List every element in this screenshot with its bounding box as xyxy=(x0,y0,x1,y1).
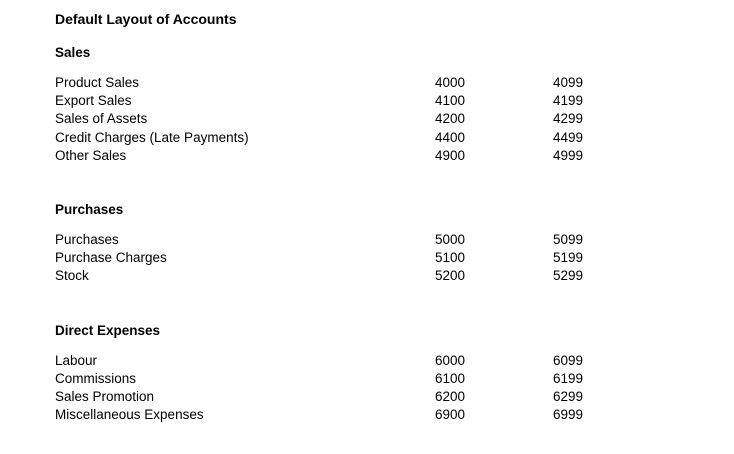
range-to: 5099 xyxy=(553,231,584,247)
range-from: 4200 xyxy=(435,111,466,127)
account-name: Product Sales xyxy=(55,75,140,90)
table-row xyxy=(0,110,734,128)
table-row xyxy=(0,92,734,110)
range-from: 6200 xyxy=(435,388,466,404)
account-range-list xyxy=(0,231,734,286)
range-to: 4099 xyxy=(553,75,584,90)
range-to: 4999 xyxy=(553,147,584,163)
range-to: 6999 xyxy=(553,407,584,423)
range-to: 6099 xyxy=(553,352,584,368)
account-name: Sales of Assets xyxy=(55,111,148,127)
range-to: 5299 xyxy=(553,268,584,284)
range-from: 4100 xyxy=(435,93,466,109)
account-name: Other Sales xyxy=(55,147,127,163)
account-name: Commissions xyxy=(55,370,137,386)
page-title: Default Layout of Accounts xyxy=(55,11,237,27)
account-name: Labour xyxy=(55,352,98,368)
range-from: 5200 xyxy=(435,268,466,284)
table-row xyxy=(0,352,734,370)
range-from: 4400 xyxy=(435,129,466,145)
range-from: 6100 xyxy=(435,370,466,386)
table-row xyxy=(0,231,734,249)
table-row xyxy=(0,370,734,388)
account-name: Credit Charges (Late Payments) xyxy=(55,129,249,145)
account-name: Miscellaneous Expenses xyxy=(55,407,204,423)
table-row xyxy=(0,147,734,165)
range-from: 6900 xyxy=(435,407,466,423)
spacer xyxy=(0,286,734,322)
range-from: 6000 xyxy=(435,352,466,368)
range-to: 4499 xyxy=(553,129,584,145)
account-name: Export Sales xyxy=(55,93,132,109)
account-range-list xyxy=(0,352,734,425)
spacer xyxy=(0,340,734,352)
table-row xyxy=(0,129,734,147)
section-heading: Sales xyxy=(55,45,91,60)
account-name: Purchase Charges xyxy=(55,250,167,266)
table-row xyxy=(0,74,734,92)
table-row xyxy=(0,267,734,285)
account-name: Stock xyxy=(55,268,89,284)
spacer xyxy=(0,62,734,74)
spacer xyxy=(0,165,734,201)
range-to: 5199 xyxy=(553,250,584,266)
range-from: 4900 xyxy=(435,147,466,163)
range-to: 6299 xyxy=(553,388,584,404)
range-from: 5100 xyxy=(435,250,466,266)
table-row xyxy=(0,249,734,267)
account-range-list xyxy=(0,74,734,165)
range-from: 5000 xyxy=(435,231,466,247)
account-name: Sales Promotion xyxy=(55,388,155,404)
range-from: 4000 xyxy=(435,75,466,90)
spacer xyxy=(0,219,734,231)
range-to: 6199 xyxy=(553,370,584,386)
spacer xyxy=(0,28,734,44)
table-row xyxy=(0,388,734,406)
section-sales xyxy=(0,44,734,165)
account-name: Purchases xyxy=(55,231,119,247)
section-direct-expenses xyxy=(0,322,734,425)
range-to: 4299 xyxy=(553,111,584,127)
table-row xyxy=(0,406,734,424)
section-heading: Direct Expenses xyxy=(55,322,161,338)
range-to: 4199 xyxy=(553,93,584,109)
section-heading: Purchases xyxy=(55,201,124,217)
section-purchases xyxy=(0,201,734,286)
